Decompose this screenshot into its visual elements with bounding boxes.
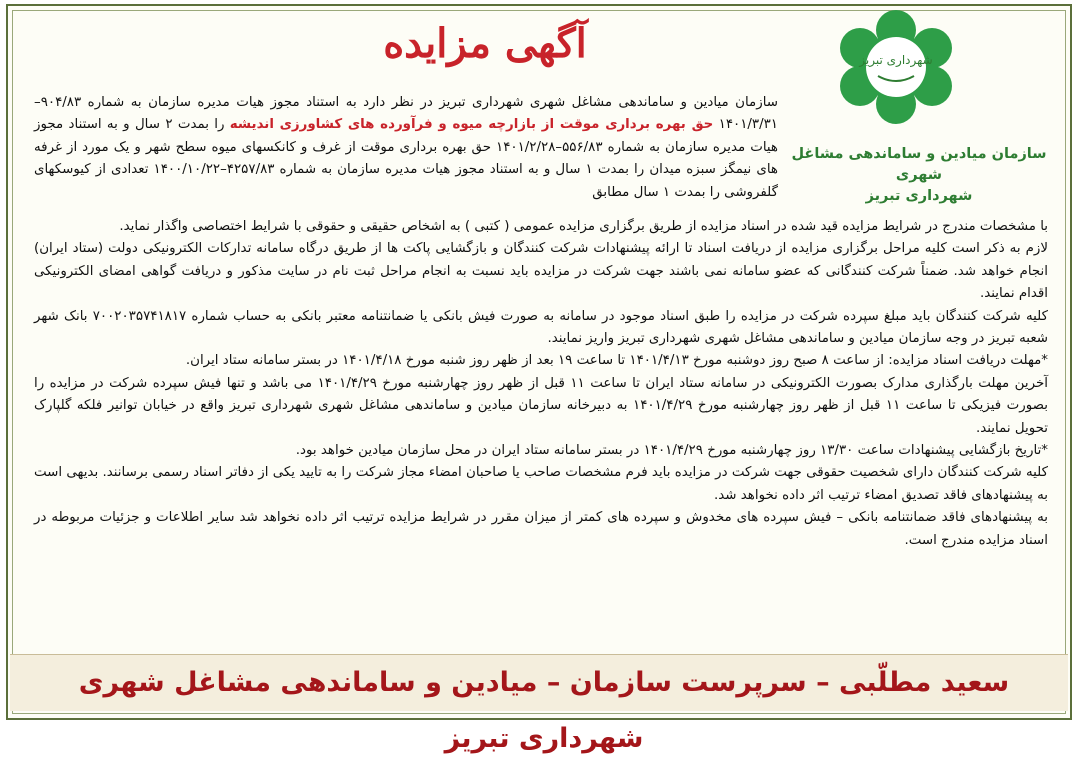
para-legal-entities: کلیه شرکت کنندگان دارای شخصیت حقوقی جهت شرکت در مزایده باید فرم مشخصات صاحب یا صاحبان امضاء مجاز شرکت را به تایید یکی از دفاتر اسناد رسمی برسانند. بدیهی است به پیشنهادهای فاقد تصدیق امضاء ترتیب اثر داده نخواهد شد. xyxy=(34,465,1048,503)
para-invalid-bids: به پیشنهادهای فاقد ضمانتنامه بانکی – فیش سپرده های مخدوش و سپرده های کمتر از میزان مقرر در شرایط مزایده ترتیب اثر داده نخواهد شد سایر اطلاعات و جزئیات مربوطه در اسناد مزایده مندرج است. xyxy=(34,510,1048,548)
para-deposit: کلیه شرکت کنندگان باید مبلغ سپرده شرکت در مزایده را طبق اسناد موجود در سامانه به صورت فیش بانکی یا ضمانتنامه معتبر بانکی به حساب شماره ۷۰۰۲۰۳۵۷۴۱۸۱۷ بانک شهر شعبه تبریز در وجه سازمان میادین و ساماندهی مشاغل شهری شهرداری تبریز واریز نمایند. xyxy=(34,308,1048,347)
signature-footer xyxy=(10,654,1068,754)
para-upload-deadline: آخرین مهلت بارگذاری مدارک بصورت الکترونیکی در سامانه ستاد ایران تا ساعت ۱۱ قبل از ظهر روز چهارشنبه مورخ ۱۴۰۱/۴/۲۹ می باشد و تنها فیش سپرده شرکت در مزایده را بصورت فیزیکی تا ساعت ۱۱ قبل از ظهر روز چهارشنبه مورخ ۱۴۰۱/۴/۲۹ به دبیرخانه سازمان میادین و ساماندهی مشاغل شهری شهرداری تبریز واقع در خیابان توانیر فلکه گلپارک تحویل نمایند. xyxy=(34,375,1048,436)
municipality-flower-logo-icon xyxy=(826,8,966,126)
para-terms: با مشخصات مندرج در شرایط مزایده قید شده در اسناد مزایده از طریق برگزاری مزایده عمومی ( کتبی ) به اشخاص حقیقی و حقوقی با شرایط اختصاصی واگذار نماید. xyxy=(119,219,1048,234)
notice-title: آگهی مزایده xyxy=(383,20,587,67)
highlight-bazaar: حق بهره برداری موقت از بازارچه میوه و فرآورده های کشاورزی اندیشه xyxy=(229,117,714,133)
intro-paragraph xyxy=(34,92,778,204)
para-document-deadline: *مهلت دریافت اسناد مزایده: از ساعت ۸ صبح روز دوشنبه مورخ ۱۴۰۱/۴/۱۳ تا ساعت ۱۹ بعد از ظهر روز شنبه مورخ ۱۴۰۱/۴/۱۸ در بستر سامانه ستاد ایران. xyxy=(185,353,1048,369)
intro-text-b: را بمدت ۲ سال و به استناد مجوز هیات مدیره سازمان به شماره ۵۵۶/۸۳–۱۴۰۱/۲/۲۸ حق بهره برداری موقت از غرف و کانکسهای میوه سطح شهر و یک مورد از غرفه های نیمگز سبزه میدان را بمدت ۱ سال و به استناد مجوز هیات مدیره سازمان به شماره ۴۲۵۷/۸۳–۱۴۰۰/۱۰/۲۲ تعدادی از کیوسکهای گلفروشی را بمدت ۱ سال مطابق xyxy=(34,117,778,200)
main-body xyxy=(34,216,1048,552)
intro-text-a: سازمان میادین و ساماندهی مشاغل شهری شهرداری تبریز در نظر دارد به استناد مجوز هیات مدیره سازمان به شماره ۹۰۴/۸۳–۱۴۰۱/۳/۳۱ xyxy=(34,95,778,133)
para-process: لازم به ذکر است کلیه مراحل برگزاری مزایده از دریافت اسناد تا ارائه پیشنهادات شرکت کنندگان و بازگشایی پاکت ها از طریق درگاه سامانه تدارکات الکترونیکی دولت (ستاد ایران) انجام خواهد شد. ضمناً شرکت کنندگانی که عضو سامانه نمی باشند جهت شرکت در مزایده باید نسبت به انجام مراحل ثبت نام در سایت مذکور و دریافت گواهی امضای الکترونیکی اقدام نمایند. xyxy=(34,241,1048,302)
organization-name xyxy=(788,144,1050,207)
org-line-1: سازمان میادین و ساماندهی مشاغل شهری xyxy=(791,146,1047,183)
org-line-2: شهرداری تبریز xyxy=(865,188,973,204)
logo-text: شهرداری تبریز xyxy=(859,53,933,67)
municipality-logo xyxy=(826,8,966,126)
para-opening-date: *تاریخ بازگشایی پیشنهادات ساعت ۱۳/۳۰ روز چهارشنبه مورخ ۱۴۰۱/۴/۲۹ در بستر سامانه ستاد ایران در محل سازمان میادین خواهد بود. xyxy=(295,443,1048,459)
signature-text: سعید مطلّبی – سرپرست سازمان – میادین و ساماندهی مشاغل شهری شهرداری تبریز xyxy=(78,667,1010,754)
